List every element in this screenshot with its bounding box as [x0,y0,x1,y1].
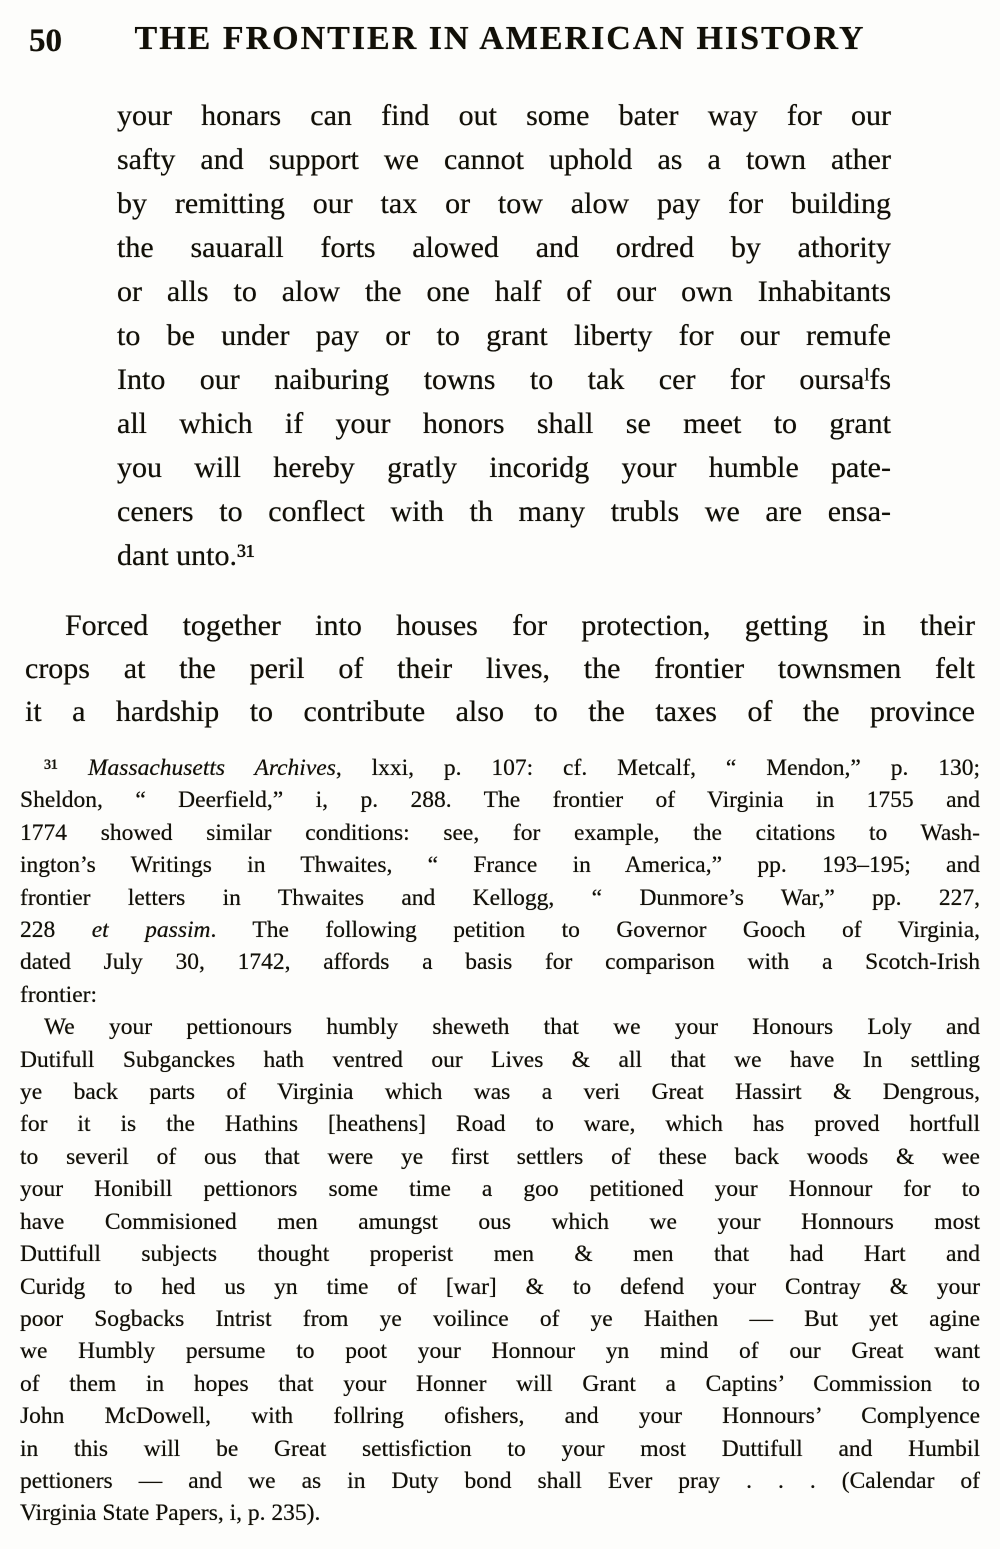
running-title: THE FRONTIER IN AMERICAN HISTORY [134,20,866,57]
footnote-line [20,1206,980,1238]
footnote-line [20,1368,980,1400]
text-run: to severil of ous that were ye first settlers of these back woods & wee [20,1143,980,1170]
text-run: for it is the Hathins [heathens] Road to ware, which has proved hortfull [20,1111,980,1138]
text-run: or alls to alow the one half of our own Inhabitants [117,275,891,308]
text-run: the sauarall forts alowed and ordred by athority [117,231,891,264]
footnote-line [20,1303,980,1335]
text-run: dated July 30, 1742, affords a basis for comparison with a Scotch-Irish [20,949,980,976]
text-run: by remitting our tax or tow alow pay for building [117,187,891,220]
footnote [20,752,980,1530]
body-paragraph [25,604,975,733]
text-run: . The following petition to Governor Gooch of Virginia, [210,917,980,944]
footnote-line [20,1011,980,1043]
text-run: 1774 showed similar conditions: see, for example, the citations to Wash- [20,819,980,846]
footnote-line [20,1400,980,1432]
text-run: you will hereby gratly incoridg your humble pate- [117,451,891,484]
text-run: in this will be Great settisfiction to your most Duttifull and Humbil [20,1435,980,1462]
footnote-line [20,849,980,881]
text-run: have Commisioned men amungst ous which we your Honnours most [20,1208,980,1235]
footnote-line [20,1271,980,1303]
footnote-line [20,1044,980,1076]
text-run: ington’s Writings in Thwaites, “ France in America,” pp. 193–195; and [20,852,980,879]
text-run: we Humbly persume to poot your Honnour yn mind of our Great want [20,1338,980,1365]
page-header [0,20,1000,62]
footnote-line [20,882,980,914]
text-run: Virginia State Papers, i, p. 235). [20,1500,321,1527]
quote-line [117,358,891,402]
quote-line [117,138,891,182]
text-run: John McDowell, with follring ofishers, and your Honnours’ Complyence [20,1403,980,1430]
quote-line [117,182,891,226]
footnote-line [20,1433,980,1465]
page-number: 50 [29,23,62,59]
footnote-line [20,1465,980,1497]
footnote-line [20,914,980,946]
footnote-line [20,1076,980,1108]
footnote-line [20,1335,980,1367]
body-text-line [25,647,975,690]
text-run: ye back parts of Virginia which was a veri Great Hassirt & Dengrous, [20,1079,980,1106]
text-run: Massachusetts Archives [87,755,336,781]
footnote-line [20,817,980,849]
footnote-line [20,1238,980,1270]
footnote-line [20,752,980,784]
footnote-line [20,1173,980,1205]
text-run: dant unto.³¹ [117,539,255,572]
body-text-line [25,690,975,733]
text-run: your Honibill pettionors some time a goo petitioned your Honnour for to [20,1176,980,1203]
text-run: Curidg to hed us yn time of [war] & to defend your Contray & your [20,1273,980,1300]
text-run: frontier: [20,981,97,1008]
text-run: 228 [20,917,92,944]
footnote-marker: ³¹ [44,755,88,781]
body-text-line [25,604,975,647]
text-run: safty and support we cannot uphold as a town ather [117,143,891,176]
text-run: ceners to conflect with th many trubls we are ensa- [117,495,891,528]
footnote-petition [20,1011,980,1530]
quote-line [117,270,891,314]
text-run: frontier letters in Thwaites and Kellogg, “ Dunmore’s War,” pp. 227, [20,884,980,911]
text-run: all which if your honors shall se meet to grant [117,407,891,440]
footnote-line [20,1141,980,1173]
text-run: Dutifull Subganckes hath ventred our Lives & all that we have In settling [20,1046,980,1073]
footnote-line [20,1497,980,1529]
quote-line [117,402,891,446]
footnote-citation [20,752,980,1011]
text-run: Sheldon, “ Deerfield,” i, p. 288. The frontier of Virginia in 1755 and [20,787,980,814]
footnote-line [20,946,980,978]
quote-line [117,94,891,138]
text-run: it a hardship to contribute also to the taxes of the province [25,695,975,728]
footnote-line [20,784,980,816]
footnote-line [20,979,980,1011]
text-run: , lxxi, p. 107: cf. Metcalf, “ Mendon,” p. 130; [335,755,980,781]
block-quote [117,94,891,578]
text-run: et passim [91,917,211,944]
quote-line [117,314,891,358]
quote-line [117,446,891,490]
quote-line [117,534,891,578]
text-run: We your pettionours humbly sheweth that we your Honours Loly and [44,1014,980,1041]
text-run: pettioners — and we as in Duty bond shall Ever pray . . . (Calendar of [20,1467,980,1494]
footnote-line [20,1108,980,1140]
text-run: Into our naiburing towns to tak cer for oursaˡfs [117,363,891,396]
text-run: Forced together into houses for protection, getting in their [65,609,975,642]
text-run: poor Sogbacks Intrist from ye voilince of ye Haithen — But yet agine [20,1305,980,1332]
text-run: of them in hopes that your Honner will Grant a Captins’ Commission to [20,1370,980,1397]
text-run: your honars can find out some bater way for our [117,99,891,132]
text-run: Duttifull subjects thought properist men & men that had Hart and [20,1241,980,1268]
text-run: crops at the peril of their lives, the frontier townsmen felt [25,652,975,685]
quote-line [117,226,891,270]
text-run: to be under pay or to grant liberty for our remufe [117,319,891,352]
quote-line [117,490,891,534]
